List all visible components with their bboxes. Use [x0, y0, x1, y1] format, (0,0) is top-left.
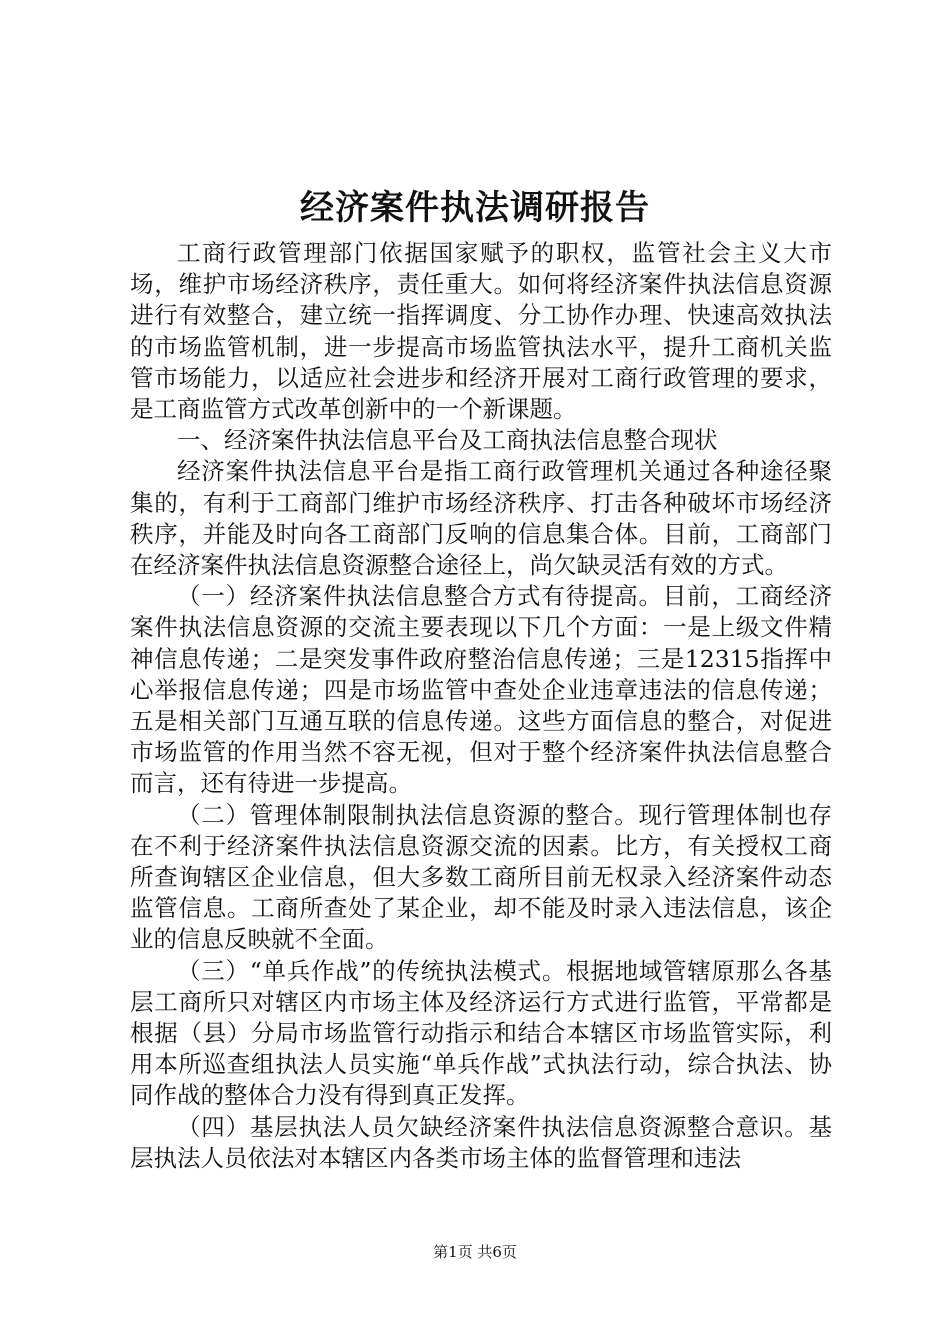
document-title: 经济案件执法调研报告 — [300, 188, 650, 228]
page-footer: 第1页 共6页 — [433, 1243, 517, 1261]
paragraph-item-4: （四）基层执法人员欠缺经济案件执法信息资源整合意识。基层执法人员依法对本辖区内各类市场主体的监督管理和违法 — [130, 1112, 832, 1172]
paragraph-platform: 经济案件执法信息平台是指工商行政管理机关通过各种途径聚集的，有利于工商部门维护市场经济秩序、打击各种破坏市场经济秩序，并能及时向各工商部门反响的信息集合体。目前，工商部门在经济案件执法信息资源整合途径上，尚欠缺灵活有效的方式。 — [130, 457, 832, 580]
document-body — [130, 238, 832, 1174]
paragraph-item-1: （一）经济案件执法信息整合方式有待提高。目前，工商经济案件执法信息资源的交流主要表现以下几个方面：一是上级文件精神信息传递；二是突发事件政府整治信息传递；三是12315指挥中心举报信息传递；四是市场监管中查处企业违章违法的信息传递；五是相关部门互通互联的信息传递。这些方面信息的整合，对促进市场监管的作用当然不容无视，但对于整个经济案件执法信息整合而言，还有待进一步提高。 — [130, 582, 832, 798]
section-heading-1: 一、经济案件执法信息平台及工商执法信息整合现状 — [177, 426, 718, 455]
paragraph-item-3: （三）“单兵作战”的传统执法模式。根据地域管辖原那么各基层工商所只对辖区内市场主体及经济运行方式进行监管，平常都是根据（县）分局市场监管行动指示和结合本辖区市场监管实际，利用本所巡查组执法人员实施“单兵作战”式执法行动，综合执法、协同作战的整体合力没有得到真正发挥。 — [130, 956, 832, 1110]
paragraph-intro: 工商行政管理部门依据国家赋予的职权，监管社会主义大市场，维护市场经济秩序，责任重大。如何将经济案件执法信息资源进行有效整合，建立统一指挥调度、分工协作办理、快速高效执法的市场监管机制，进一步提高市场监管执法水平，提升工商机关监管市场能力，以适应社会进步和经济开展对工商行政管理的要求，是工商监管方式改革创新中的一个新课题。 — [130, 239, 832, 424]
paragraph-item-2: （二）管理体制限制执法信息资源的整合。现行管理体制也存在不利于经济案件执法信息资源交流的因素。比方，有关授权工商所查询辖区企业信息，但大多数工商所目前无权录入经济案件动态监管信息。工商所查处了某企业，却不能及时录入违法信息，该企业的信息反映就不全面。 — [130, 800, 832, 954]
